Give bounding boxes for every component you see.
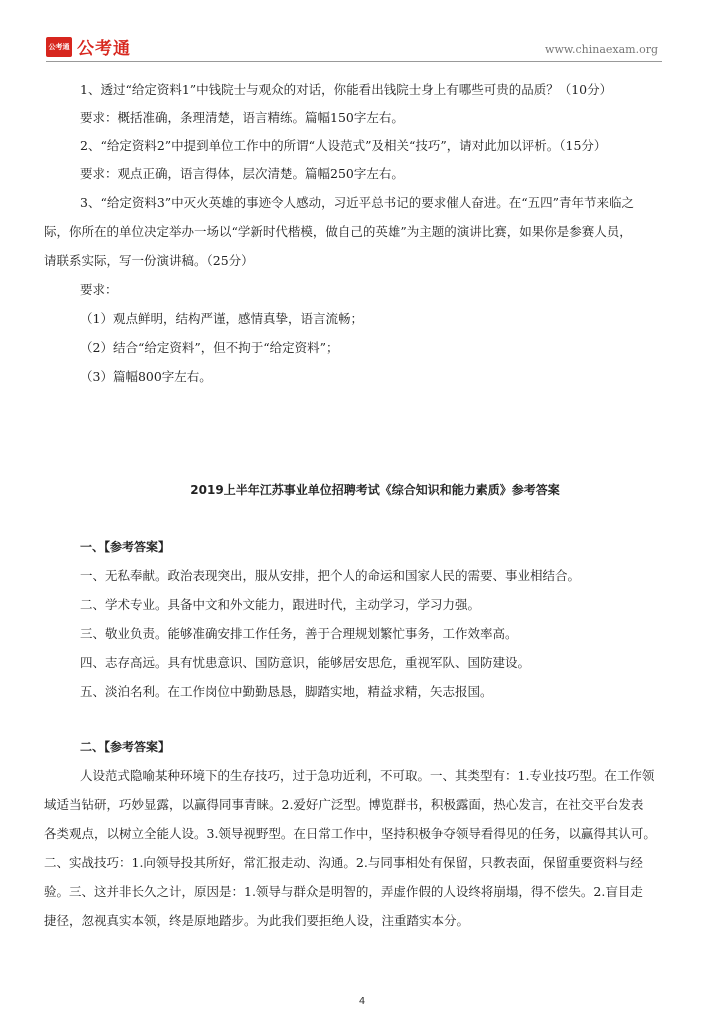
answer-line: 域适当钻研，巧妙显露，以赢得同事青睐。2.爱好广泛型。博览群书，积极露面，热心发言，在社交平台发表 — [44, 797, 644, 812]
answer-line: 各类观点，以树立全能人设。3.领导视野型。在日常工作中，坚持积极争夺领导看得见的任务，以赢得其认可。 — [44, 826, 656, 841]
answer-item: 三、敬业负责。能够准确安排工作任务，善于合理规划繁忙事务，工作效率高。 — [80, 626, 518, 641]
section-1-heading: 一、【参考答案】 — [80, 540, 171, 554]
answer-line: 验。三、这并非长久之计，原因是：1.领导与群众是明智的，弄虚作假的人设终将崩塌，得不偿失。2.盲目走 — [44, 884, 643, 899]
question-1-requirement: 要求：概括准确，条理清楚，语言精练。篇幅150字左右。 — [80, 110, 404, 125]
requirement-item: （1）观点鲜明，结构严谨，感情真挚，语言流畅； — [80, 311, 363, 326]
question-3-requirement-label: 要求： — [80, 282, 118, 297]
question-2: 2、“给定资料2”中提到单位工作中的所谓“人设范式”及相关“技巧”，请对此加以评析。（15分） — [80, 138, 607, 153]
answer-line: 人设范式隐喻某种环境下的生存技巧，过于急功近利，不可取。一、其类型有：1.专业技巧型。在工作领 — [80, 768, 655, 783]
logo-mark: 公考通 — [46, 37, 72, 57]
site-url[interactable]: www.chinaexam.org — [545, 43, 658, 56]
answer-item: 一、无私奉献。政治表现突出，服从安排，把个人的命运和国家人民的需要、事业相结合。 — [80, 568, 581, 583]
answer-item: 四、志存高远。具有忧患意识、国防意识，能够居安思危，重视军队、国防建设。 — [80, 655, 531, 670]
answer-line: 捷径，忽视真实本领，终是原地踏步。为此我们要拒绝人设，注重踏实本分。 — [44, 913, 470, 928]
question-3-line: 3、“给定资料3”中灭火英雄的事迹令人感动，习近平总书记的要求催人奋进。在“五四”青年节来临之 — [80, 195, 634, 210]
page-header — [46, 34, 666, 60]
answer-title: 2019上半年江苏事业单位招聘考试《综合知识和能力素质》参考答案 — [190, 483, 560, 497]
logo — [46, 34, 131, 59]
section-2-heading: 二、【参考答案】 — [80, 740, 171, 754]
answer-item: 五、淡泊名利。在工作岗位中勤勤恳恳，脚踏实地，精益求精，矢志报国。 — [80, 684, 493, 699]
question-2-requirement: 要求：观点正确，语言得体，层次清楚。篇幅250字左右。 — [80, 166, 404, 181]
answer-item: 二、学术专业。具备中文和外文能力，跟进时代，主动学习，学习力强。 — [80, 597, 481, 612]
requirement-item: （2）结合“给定资料”，但不拘于“给定资料”； — [80, 340, 339, 355]
question-3-line: 际，你所在的单位决定举办一场以“学新时代楷模，做自己的英雄”为主题的演讲比赛，如果你是参赛人员， — [44, 224, 632, 239]
page-number: 4 — [358, 996, 366, 1007]
header-divider — [46, 61, 662, 62]
requirement-item: （3）篇幅800字左右。 — [80, 369, 212, 384]
question-1: 1、透过“给定资料1”中钱院士与观众的对话，你能看出钱院士身上有哪些可贵的品质？（10分） — [80, 82, 613, 97]
question-3-line: 请联系实际，写一份演讲稿。（25分） — [44, 253, 254, 268]
answer-line: 二、实战技巧：1.向领导投其所好，常汇报走动、沟通。2.与同事相处有保留，只教表面，保留重要资料与经 — [44, 855, 643, 870]
logo-text: 公考通 — [77, 39, 131, 59]
